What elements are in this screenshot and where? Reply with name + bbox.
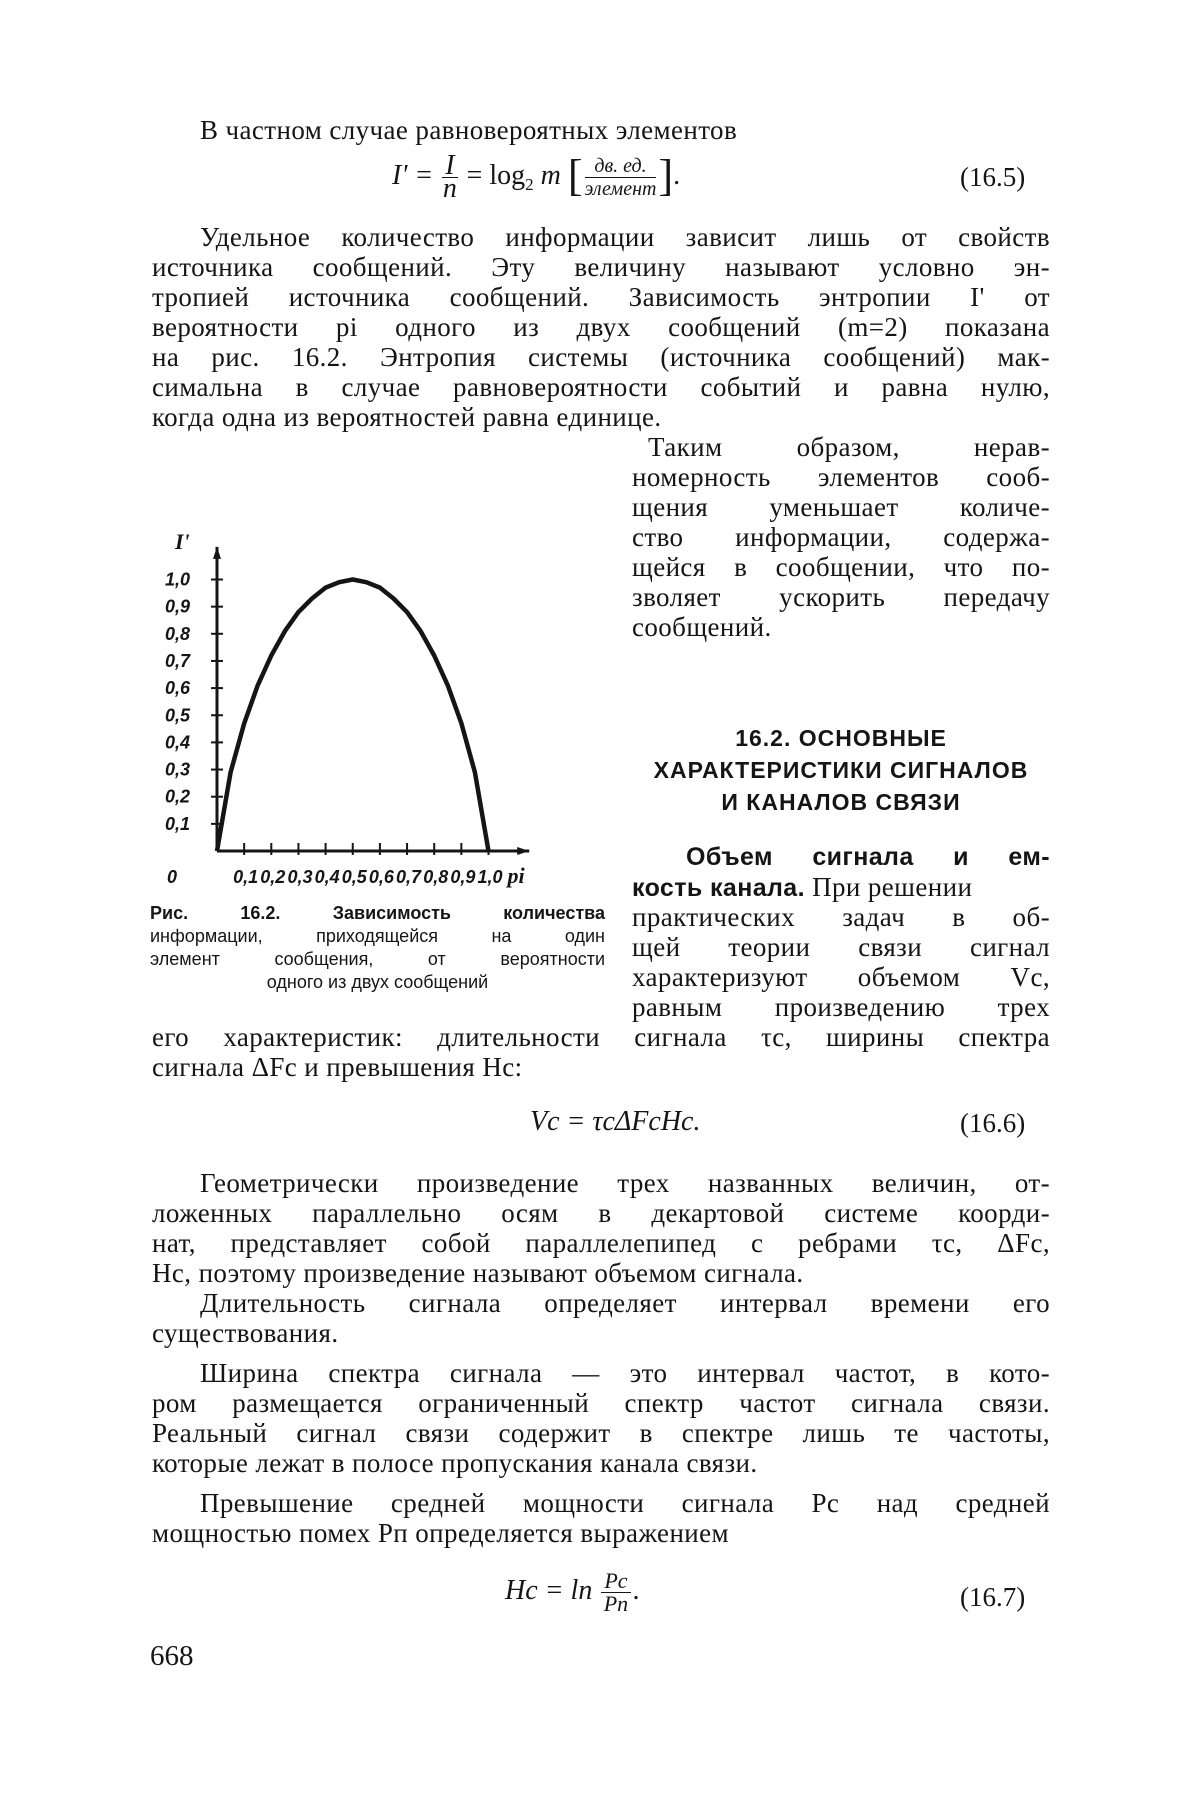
para4-line-4: Hc, поэтому произведение называют объемом сигнала. xyxy=(152,1258,804,1288)
y-tick-label: 0,3 xyxy=(165,759,191,780)
para1-line-5: на рис. 16.2. Энтропия системы (источника сообщений) мак- xyxy=(152,342,1050,372)
para2-line-2: номерность элементов сооб- xyxy=(632,462,1050,492)
caption-line-2: информации, приходящейся на один xyxy=(150,926,605,946)
x-tick-label: 0,8 xyxy=(423,867,449,887)
chart-ticks xyxy=(211,580,489,856)
page-number: 668 xyxy=(150,1640,194,1672)
para6-line-3: Реальный сигнал связи содержит в спектре лишь те частоты, xyxy=(152,1418,1050,1448)
figure-caption xyxy=(150,902,605,994)
para1-line-3: тропией источника сообщений. Зависимость энтропии I' от xyxy=(152,282,1050,312)
y-tick-label: 0,9 xyxy=(165,596,191,617)
x-axis-label: pi xyxy=(507,863,525,888)
y-tick-label: 0,5 xyxy=(165,705,191,726)
para5-line-2: существования. xyxy=(152,1318,339,1348)
equation-16-6: Vc = τcΔFcHc. xyxy=(530,1106,701,1137)
x-tick-label: 0,1 xyxy=(233,867,259,887)
x-tick-label: 0,3 xyxy=(287,867,313,887)
para3-line-2: практических задач в об- xyxy=(632,902,1050,932)
equation-number-16-7: (16.7) xyxy=(960,1582,1026,1612)
section-heading-line-2: ХАРАКТЕРИСТИКИ СИГНАЛОВ xyxy=(653,757,1029,783)
para3-line-6: его характеристик: длительности сигнала τc, ширины спектра xyxy=(152,1022,1050,1052)
para2-line-4: ство информации, содержа- xyxy=(632,522,1050,552)
para6-line-4: которые лежат в полосе пропускания канала связи. xyxy=(152,1448,758,1478)
para3-line-3: щей теории связи сигнал xyxy=(632,932,1050,962)
caption-line-3: элемент сообщения, от вероятности xyxy=(150,949,605,969)
caption-line-4: одного из двух сообщений xyxy=(266,972,489,992)
entropy-chart xyxy=(150,480,620,910)
x-tick-label: 1,0 xyxy=(477,867,503,887)
section-heading-line-3: И КАНАЛОВ СВЯЗИ xyxy=(721,789,961,815)
y-tick-label: 0,2 xyxy=(165,786,191,807)
entropy-curve xyxy=(217,580,489,852)
para7-line-1: Превышение средней мощности сигнала Pc над средней xyxy=(200,1488,1050,1518)
para2-line-5: щейся в сообщении, что по- xyxy=(632,552,1050,582)
para1-line-6: симальна в случае равновероятности событий и равна нулю, xyxy=(152,372,1050,402)
y-axis-arrow xyxy=(213,547,221,559)
para2-line-7: сообщений. xyxy=(632,612,772,642)
equation-16-7: Hc = ln $\frac{Pc}{Pп}$ . xyxy=(505,1568,640,1616)
para2-line-6: зволяет ускорить передачу xyxy=(632,582,1050,612)
para3-line-4: характеризуют объемом Vc, xyxy=(632,962,1050,992)
x-tick-label: 0,7 xyxy=(396,867,422,887)
caption-line-1: Рис. 16.2. Зависимость количества xyxy=(150,903,605,923)
para2-line-1: Таким образом, нерав- xyxy=(648,432,1050,462)
para6-line-2: ром размещается ограниченный спектр частот сигнала связи. xyxy=(152,1388,1050,1418)
para3-line-7: сигнала ΔFc и превышения Hc: xyxy=(152,1052,523,1082)
equation-number-16-6: (16.6) xyxy=(960,1108,1026,1138)
x-tick-label: 0,9 xyxy=(450,867,476,887)
para1-line-2: источника сообщений. Эту величину называют условно эн- xyxy=(152,252,1050,282)
para7-line-2: мощностью помех Pп определяется выражением xyxy=(152,1518,730,1548)
y-tick-label: 0,8 xyxy=(165,623,191,644)
x-tick-label: 0,5 xyxy=(341,867,367,887)
para1-line-4: вероятности pi одного из двух сообщений (m=2) показана xyxy=(152,312,1050,342)
x-tick-label: 0,6 xyxy=(368,867,394,887)
equation-number-16-5: (16.5) xyxy=(960,162,1026,192)
y-tick-label: 0,7 xyxy=(165,650,191,671)
y-tick-label: 0,4 xyxy=(165,732,191,753)
y-axis-label: I' xyxy=(175,529,190,555)
para4-line-3: нат, представляет собой параллелепипед с ребрами τc, ΔFc, xyxy=(152,1228,1050,1258)
para5-line-1: Длительность сигнала определяет интервал времени его xyxy=(200,1288,1050,1318)
para6-line-1: Ширина спектра сигнала — это интервал частот, в кото- xyxy=(200,1358,1050,1388)
section-heading-line-1: 16.2. ОСНОВНЫЕ xyxy=(735,725,947,751)
equation-16-5: I' = $\frac{I}{n}$ = $\log_2 m$ [ $\frac{дв. ед.}{\text{элемент}}$ ]. xyxy=(392,150,681,205)
x-tick-label: 0,2 xyxy=(260,867,286,887)
y-tick-label: 1,0 xyxy=(165,569,191,590)
para4-line-2: ложенных параллельно осям в декартовой системе коорди- xyxy=(152,1198,1050,1228)
y-tick-label: 0,1 xyxy=(165,813,191,834)
para2-line-3: щения уменьшает количе- xyxy=(632,492,1050,522)
para3-line-1: кость канала. При решении xyxy=(632,872,973,902)
intro-line: В частном случае равновероятных элементов xyxy=(200,115,738,145)
para4-line-1: Геометрически произведение трех названных величин, от- xyxy=(200,1168,1050,1198)
subsection-title-line-1: Объем сигнала и ем- xyxy=(686,843,1050,871)
y-tick-label: 0,6 xyxy=(165,678,191,699)
x-tick-label: 0,4 xyxy=(314,867,340,887)
subsection-title-line-2: кость канала. xyxy=(632,874,805,902)
para3-line-5: равным произведению трех xyxy=(632,992,1050,1022)
x-tick-label: 0 xyxy=(167,867,178,887)
x-axis-arrow xyxy=(517,847,529,855)
para1-line-7: когда одна из вероятностей равна единице. xyxy=(152,402,662,432)
para1-line-1: Удельное количество информации зависит лишь от свойств xyxy=(200,222,1050,252)
